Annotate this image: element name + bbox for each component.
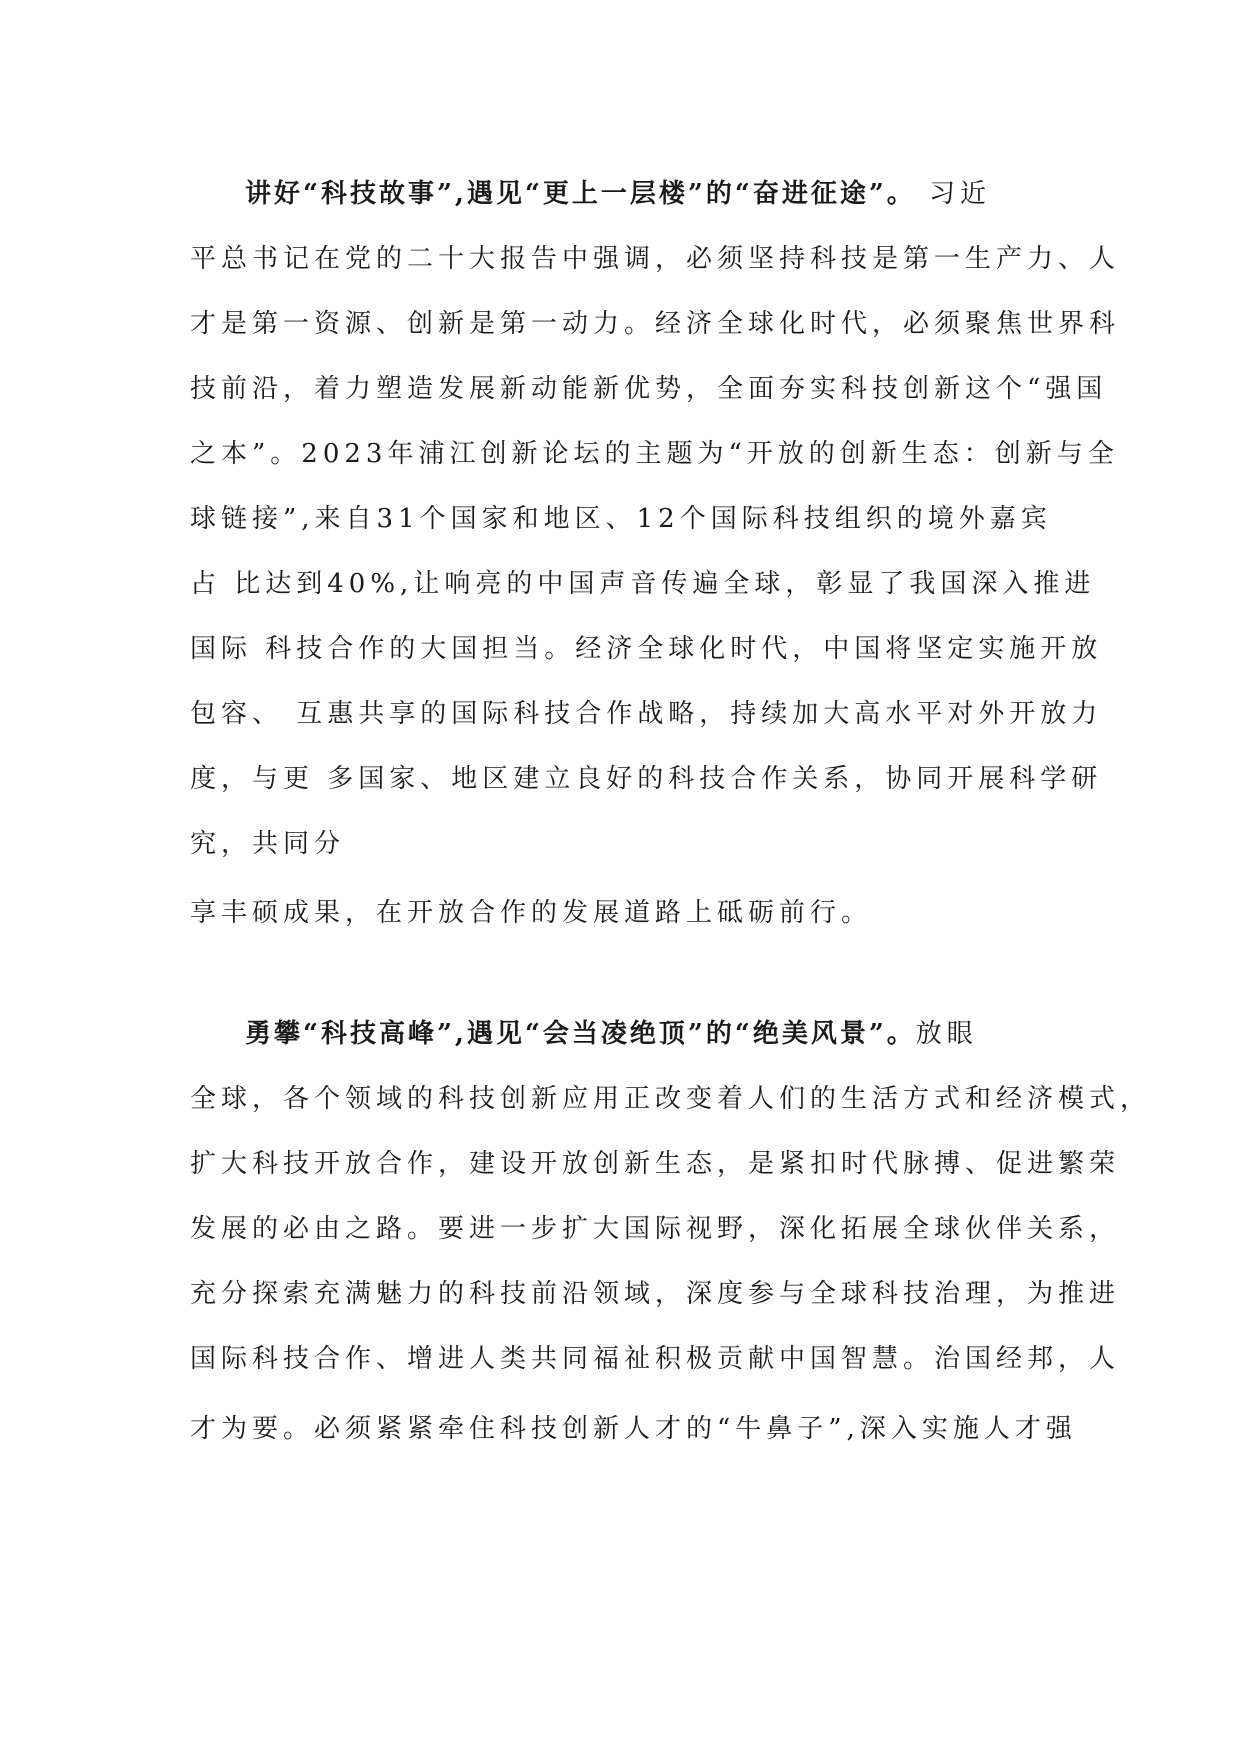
paragraph-1-line: 包容、 互惠共享的国际科技合作战略，持续加大高水平对外开放力 — [190, 699, 1103, 729]
paragraph-1-first-line — [245, 177, 991, 211]
paragraph-2-lead-tail: 放眼 — [915, 1019, 978, 1049]
paragraph-1-line: 平总书记在党的二十大报告中强调，必须坚持科技是第一生产力、人 — [190, 244, 1121, 274]
paragraph-2-line: 全球，各个领域的科技创新应用正改变着人们的生活方式和经济模式， — [190, 1084, 1152, 1114]
paragraph-2-line: 才为要。必须紧紧牵住科技创新人才的“牛鼻子”,深入实施人才强 — [190, 1414, 1077, 1444]
paragraph-1-line: 度，与更 多国家、地区建立良好的科技合作关系，协同开展科学研 — [190, 764, 1103, 794]
paragraph-1-line: 享丰硕成果，在开放合作的发展道路上砥砺前行。 — [190, 898, 873, 928]
paragraph-2-line: 扩大科技开放合作，建设开放创新生态，是紧扣时代脉搏、促进繁荣 — [190, 1149, 1121, 1179]
paragraph-2-line: 充分探索充满魅力的科技前沿领域，深度参与全球科技治理，为推进 — [190, 1279, 1121, 1309]
paragraph-1-line: 究，共同分 — [190, 829, 346, 859]
paragraph-1-line: 国际 科技合作的大国担当。经济全球化时代，中国将坚定实施开放 — [190, 634, 1103, 664]
paragraph-1-line: 球链接”,来自31个国家和地区、12个国际科技组织的境外嘉宾 — [190, 504, 1052, 534]
paragraph-1-line: 占 比达到40%,让响亮的中国声音传遍全球，彰显了我国深入推进 — [190, 569, 1096, 599]
paragraph-1-lead-tail: 习近 — [915, 179, 992, 209]
paragraph-2-line: 发展的必由之路。要进一步扩大国际视野，深化拓展全球伙伴关系， — [190, 1214, 1121, 1244]
paragraph-2-first-line — [245, 1017, 978, 1051]
paragraph-1-lead-heading: 讲好“科技故事”,遇见“更上一层楼”的“奋进征途”。 — [245, 179, 916, 209]
paragraph-2-lead-heading: 勇攀“科技高峰”,遇见“会当凌绝顶”的“绝美风景”。 — [245, 1019, 916, 1049]
paragraph-2-line: 国际科技合作、增进人类共同福祉积极贡献中国智慧。治国经邦，人 — [190, 1344, 1121, 1374]
paragraph-1-line: 技前沿，着力塑造发展新动能新优势，全面夯实科技创新这个“强国 — [190, 374, 1108, 404]
paragraph-1-line: 才是第一资源、创新是第一动力。经济全球化时代，必须聚焦世界科 — [190, 309, 1121, 339]
paragraph-1-line: 之本”。2023年浦江创新论坛的主题为“开放的创新生态：创新与全 — [190, 439, 1119, 469]
